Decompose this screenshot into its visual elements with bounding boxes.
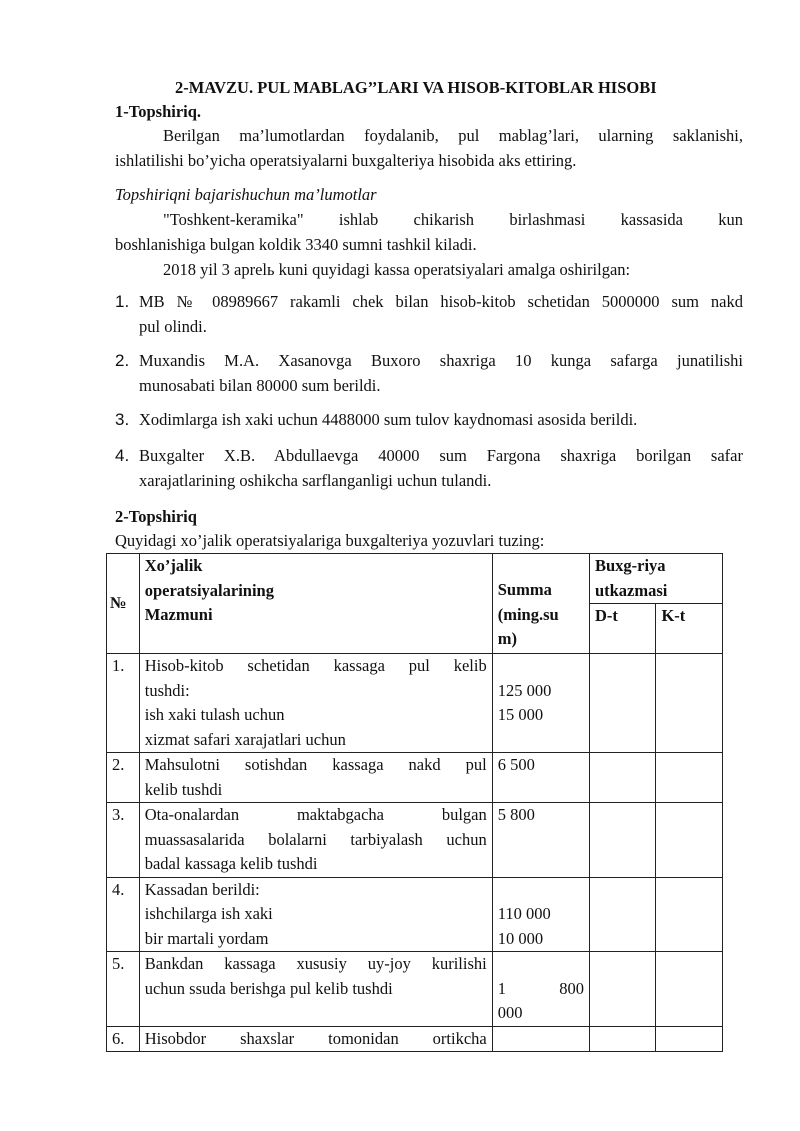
row-credit (656, 654, 723, 753)
row-debit (589, 654, 656, 753)
row-number: 5. (107, 952, 140, 1027)
row-description-line: Kassadan berildi: (144, 879, 260, 899)
row-description-line: uchun ssuda berishga pul kelib tushdi (144, 978, 393, 998)
row-debit (589, 877, 656, 952)
row-credit (656, 877, 723, 952)
task-1-heading: 1-Topshiriq. (115, 102, 202, 121)
row-description (139, 803, 492, 878)
operation-text-line-2: munosabati bilan 80000 sum berildi. (139, 376, 381, 395)
date-line: 2018 yil 3 aprelь kuni quyidagi kassa operatsiyalari amalga oshirilgan: (163, 260, 631, 279)
row-sum (492, 654, 589, 753)
task-2-heading: 2-Topshiriq (115, 507, 197, 526)
row-credit (656, 753, 723, 803)
row-sum (492, 952, 589, 1027)
row-sum (492, 803, 589, 878)
row-description-line: muassasalarida bolalarni tarbiyalash uchun (144, 829, 487, 849)
row-description (139, 877, 492, 952)
header-description-line: Mazmuni (144, 605, 213, 624)
page-title: 2-MAVZU. PUL MABLAG’’LARI VA HISOB-KITOBLAR HISOBI (175, 78, 657, 97)
operation-text-line-2: pul olindi. (139, 317, 207, 336)
table-row (107, 877, 723, 952)
row-number: 3. (107, 803, 140, 878)
row-description (139, 654, 492, 753)
task-2-intro: Quyidagi xo’jalik operatsiyalariga buxgalteriya yozuvlari tuzing: (115, 531, 545, 550)
row-debit (589, 1026, 656, 1052)
header-sum (492, 554, 589, 654)
operation-number: 1. (115, 292, 130, 311)
row-description-line: xizmat safari xarajatlari uchun (144, 729, 346, 749)
row-description-line: Ota-onalardan maktabgacha bulgan (144, 805, 487, 824)
row-number: 2. (107, 753, 140, 803)
task-1-intro-line-1: Berilgan ma’lumotlardan foydalanib, pul mablag’lari, ularning saklanishi, (163, 126, 743, 145)
row-description (139, 952, 492, 1027)
row-number: 6. (107, 1026, 140, 1052)
row-credit (656, 803, 723, 878)
table-row (107, 952, 723, 1027)
row-sum (492, 1026, 589, 1052)
row-description-line: Hisobdor shaxslar tomonidan ortikcha (144, 1028, 487, 1048)
operations-table (106, 553, 723, 1052)
header-description-line: operatsiyalarining (144, 580, 274, 600)
operation-text-line-1: Muxandis M.A. Xasanovga Buxoro shaxriga 10 kunga safarga junatilishi (139, 351, 743, 370)
header-entry (589, 554, 722, 604)
header-entry-line: Buxg-riya (594, 556, 666, 575)
row-sum (492, 753, 589, 803)
table-row (107, 654, 723, 753)
row-description-line: Bankdan kassaga xususiy uy-joy kurilishi (144, 954, 487, 973)
row-description-line: bir martali yordam (144, 928, 269, 948)
row-description-line: Mahsulotni sotishdan kassaga nakd pul (144, 755, 487, 774)
header-debit: D-t (589, 604, 656, 654)
operation-number: 3. (115, 410, 130, 429)
operation-number: 2. (115, 351, 130, 370)
balance-line-2: boshlanishiga bulgan koldik 3340 sumni tashkil kiladi. (115, 235, 477, 254)
row-description-line: kelib tushdi (144, 779, 223, 799)
row-debit (589, 753, 656, 803)
balance-line-1: "Toshkent-keramika" ishlab chikarish birlashmasi kassasida kun (163, 210, 743, 229)
row-description-line: tushdi: (144, 680, 190, 700)
row-number: 4. (107, 877, 140, 952)
row-debit (589, 952, 656, 1027)
row-description-line: Hisob-kitob schetidan kassaga pul kelib (144, 656, 487, 675)
row-credit (656, 952, 723, 1027)
operation-text-line-1: MB № 08989667 rakamli chek bilan hisob-kitob schetidan 5000000 sum nakd (139, 292, 743, 311)
row-description (139, 1026, 492, 1052)
row-sum-value: 10 000 (497, 928, 544, 948)
header-entry-line: utkazmasi (594, 580, 668, 600)
header-description (139, 554, 492, 654)
row-description-line: badal kassaga kelib tushdi (144, 854, 318, 873)
operation-text-line-2: xarajatlarining oshikcha sarflanganligi uchun tulandi. (139, 471, 492, 490)
row-description-line: ishchilarga ish xaki (144, 904, 273, 923)
row-debit (589, 803, 656, 878)
operation-text-line-1: Xodimlarga ish xaki uchun 4488000 sum tulov kaydnomasi asosida berildi. (139, 410, 638, 429)
operation-text-line-1: Buxgalter X.B. Abdullaevga 40000 sum Fargona shaxriga borilgan safar (139, 446, 743, 465)
row-sum-value: 5 800 (497, 805, 535, 824)
header-description-line: Xo’jalik (144, 556, 203, 575)
row-credit (656, 1026, 723, 1052)
row-sum-value: 125 000 (497, 680, 552, 700)
header-sum-line: Summa (497, 580, 552, 599)
data-heading: Topshiriqni bajarishuchun ma’lumotlar (115, 185, 377, 204)
row-sum-value: 6 500 (497, 755, 535, 774)
row-sum-value: 15 000 (497, 705, 544, 724)
table-row (107, 1026, 723, 1052)
row-sum-value: 1 800 (497, 978, 584, 998)
header-number: № (107, 554, 140, 654)
header-sum-line: (ming.su (497, 604, 559, 624)
table-row (107, 803, 723, 878)
row-sum (492, 877, 589, 952)
header-sum-line: m) (497, 629, 517, 648)
table-row (107, 753, 723, 803)
operation-number: 4. (115, 446, 130, 465)
row-number: 1. (107, 654, 140, 753)
row-sum-value: 000 (497, 1003, 523, 1022)
row-sum-value: 110 000 (497, 904, 551, 923)
row-description-line: ish xaki tulash uchun (144, 705, 285, 724)
task-1-intro-line-2: ishlatilishi bo’yicha operatsiyalarni buxgalteriya hisobida aks ettiring. (115, 151, 577, 170)
header-credit: K-t (656, 604, 723, 654)
row-description (139, 753, 492, 803)
